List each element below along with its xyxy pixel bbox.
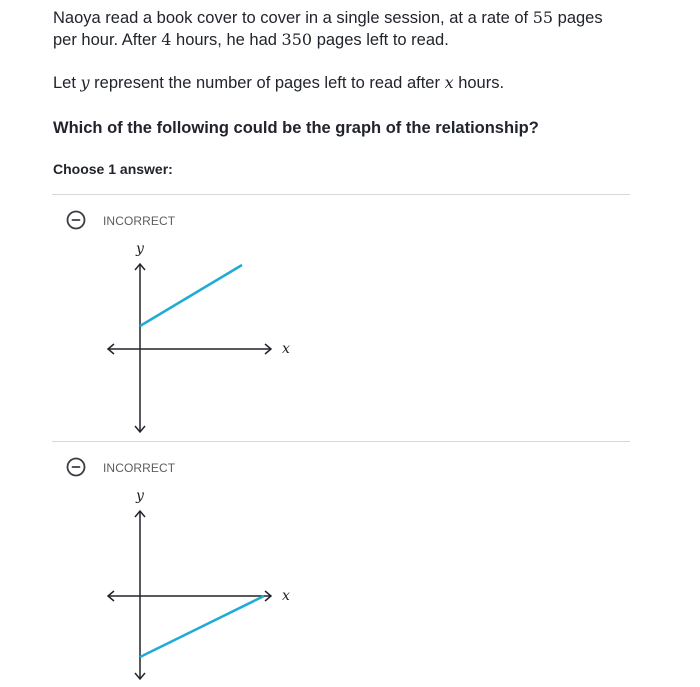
status-label: INCORRECT	[103, 461, 176, 475]
graph-choice-1	[104, 235, 304, 440]
minus-circle-icon	[66, 457, 86, 477]
question-text: pages	[557, 9, 603, 27]
y-axis-label: y	[136, 241, 144, 257]
y-axis-label: y	[136, 488, 144, 504]
question-text: represent the number of pages left to read after	[94, 74, 440, 92]
y-axis	[135, 264, 145, 432]
pages-value: 350	[281, 30, 313, 49]
rate-value: 55	[532, 8, 554, 27]
question-prompt: Which of the following could be the graph of the relationship?	[53, 119, 539, 137]
x-axis-label: x	[282, 341, 290, 357]
question-text: hours, he had	[176, 31, 277, 49]
question-text: pages left to read.	[316, 31, 449, 49]
answer-choice-2[interactable]	[52, 442, 630, 686]
graph-choice-2	[104, 482, 304, 687]
x-axis-label: x	[282, 588, 290, 604]
x-axis	[108, 591, 271, 601]
choose-label: Choose 1 answer:	[53, 161, 173, 177]
answer-choice-1[interactable]	[52, 195, 630, 441]
variable-y: y	[80, 73, 90, 92]
question-line-1	[53, 7, 603, 29]
variable-x: x	[444, 73, 454, 92]
question-text: hours.	[458, 74, 505, 92]
x-axis	[108, 344, 271, 354]
data-line	[140, 596, 264, 657]
question-line-2	[53, 29, 449, 51]
question-text: Naoya read a book cover to cover in a single session, at a rate of	[53, 9, 529, 27]
question-text: per hour. After	[53, 31, 157, 49]
minus-circle-icon	[66, 210, 86, 230]
question-line-3	[53, 72, 504, 94]
status-label: INCORRECT	[103, 214, 176, 228]
hours-value: 4	[161, 30, 172, 49]
y-axis	[135, 511, 145, 679]
data-line	[140, 265, 242, 326]
question-text: Let	[53, 74, 76, 92]
